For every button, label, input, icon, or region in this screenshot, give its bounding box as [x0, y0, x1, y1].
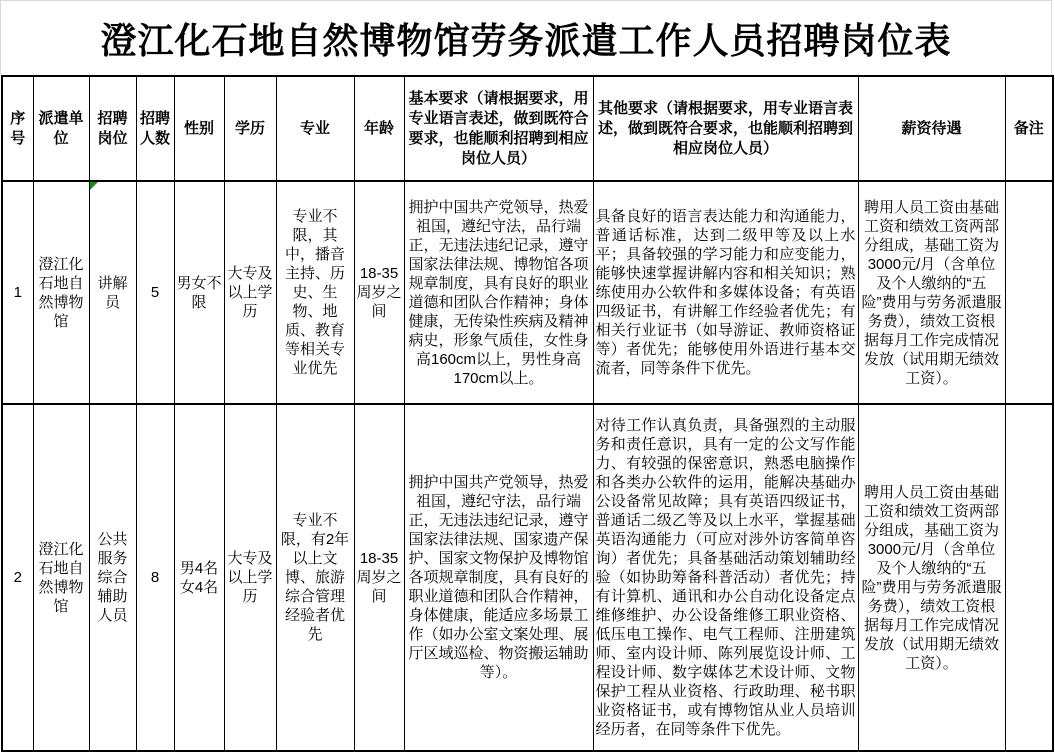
cell-other-requirements: 具备良好的语言表达能力和沟通能力，普通话标准，达到二级甲等及以上水平；具备较强的学习能力和应变能力，能够快速掌握讲解内容和相关知识；熟练使用办公软件和多媒体设备；有英语四级证书，有讲解工作经验者优先；有相关行业证书（如导游证、教师资格证等）者优先；能够使用外语进行基本交流者，同等条件下优先。 [593, 181, 858, 404]
header-basic-requirements: 基本要求（请根据要求，用专业语言表述，做到既符合要求，也能顺利招聘到相应岗位人员） [404, 76, 593, 181]
cell-note [1005, 404, 1053, 751]
table-row [2, 404, 1053, 751]
cell-count: 5 [136, 181, 174, 404]
cell-major: 专业不限，其中，播音主持、历史、生物、地质、教育等相关专业优先 [276, 181, 354, 404]
cell-seq: 2 [2, 404, 33, 751]
table-row [2, 181, 1053, 404]
header-count: 招聘人数 [136, 76, 174, 181]
cell-edu: 大专及以上学历 [224, 181, 276, 404]
header-major: 专业 [276, 76, 354, 181]
cell-salary: 聘用人员工资由基础工资和绩效工资两部分组成，基础工资为3000元/月（含单位及个人缴纳的“五险”费用与劳务派遣服务费），绩效工资根据每月工作完成情况发放（试用期无绩效工资）。 [858, 181, 1005, 404]
cell-seq: 1 [2, 181, 33, 404]
header-other-requirements: 其他要求（请根据要求，用专业语言表述，做到既符合要求，也能顺利招聘到相应岗位人员） [593, 76, 858, 181]
cell-count: 8 [136, 404, 174, 751]
page-title: 澄江化石地自然博物馆劳务派遣工作人员招聘岗位表 [0, 0, 1052, 75]
header-note: 备注 [1005, 76, 1053, 181]
cell-unit: 澄江化石地自然博物馆 [33, 404, 89, 751]
cell-basic-requirements: 拥护中国共产党领导，热爱祖国，遵纪守法，品行端正，无违法违纪记录，遵守国家法律法规、博物馆各项规章制度，具有良好的职业道德和团队合作精神；身体健康，无传染性疾病及精神病史，形象气质佳，女性身高160cm以上，男性身高170cm以上。 [404, 181, 593, 404]
cell-age: 18-35周岁之间 [354, 181, 404, 404]
cell-other-requirements: 对待工作认真负责，具备强烈的主动服务和责任意识，具有一定的公文写作能力、有较强的保密意识，熟悉电脑操作和各类办公软件的运用，能解决基础办公设备常见故障；具有英语四级证书，普通话二级乙等及以上水平，掌握基础英语沟通能力（可应对涉外访客简单咨询）者优先；具备基础活动策划辅助经验（如协助筹备科普活动）者优先；持有计算机、通讯和办公自动化设备定点维修维护、办公设备维修工职业资格、低压电工操作、电气工程师、注册建筑师、室内设计师、陈列展览设计师、工程设计师、数字媒体艺术设计师、文物保护工程从业资格、行政助理、秘书职业资格证书，或有博物馆从业人员培训经历者，在同等条件下优先。 [593, 404, 858, 751]
cell-basic-requirements: 拥护中国共产党领导，热爱祖国，遵纪守法，品行端正，无违法违纪记录，遵守国家法律法规、国家遗产保护、国家文物保护及博物馆各项规章制度，具有良好的职业道德和团队合作精神，身体健康，能适应多场景工作（如办公室文案处理、展厅区域巡检、物资搬运辅助等）。 [404, 404, 593, 751]
header-gender: 性别 [174, 76, 224, 181]
header-edu: 学历 [224, 76, 276, 181]
cell-note [1005, 181, 1053, 404]
header-salary: 薪资待遇 [858, 76, 1005, 181]
header-row [2, 76, 1053, 181]
cell-gender: 男女不限 [174, 181, 224, 404]
recruitment-table [1, 75, 1054, 752]
cell-post-label: 讲解员 [97, 274, 128, 311]
cell-comment-marker-icon [90, 182, 98, 190]
cell-age: 18-35周岁之间 [354, 404, 404, 751]
header-seq: 序号 [2, 76, 33, 181]
cell-post [89, 181, 136, 404]
cell-post: 公共服务综合辅助人员 [89, 404, 136, 751]
cell-edu: 大专及以上学历 [224, 404, 276, 751]
header-unit: 派遣单位 [33, 76, 89, 181]
cell-unit: 澄江化石地自然博物馆 [33, 181, 89, 404]
cell-salary: 聘用人员工资由基础工资和绩效工资两部分组成，基础工资为3000元/月（含单位及个人缴纳的“五险”费用与劳务派遣服务费），绩效工资根据每月工作完成情况发放（试用期无绩效工资）。 [858, 404, 1005, 751]
cell-gender: 男4名女4名 [174, 404, 224, 751]
cell-major: 专业不限，有2年以上文博、旅游综合管理经验者优先 [276, 404, 354, 751]
header-post: 招聘岗位 [89, 76, 136, 181]
header-age: 年龄 [354, 76, 404, 181]
